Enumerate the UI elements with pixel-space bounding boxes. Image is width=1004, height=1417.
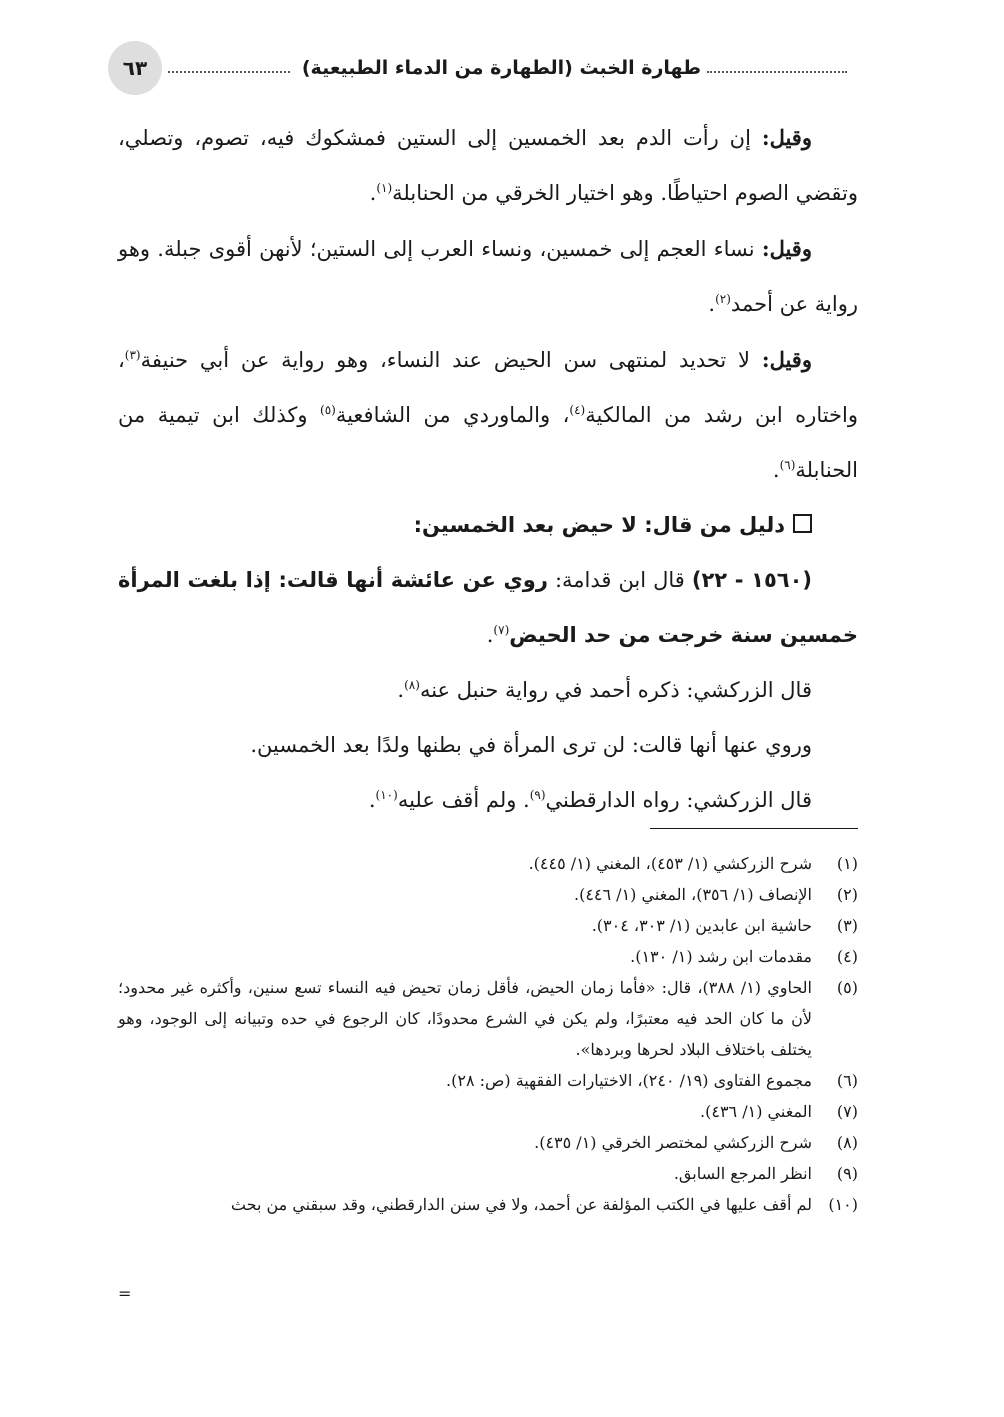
header-leader-dots — [707, 71, 847, 73]
lead-word: وقيل: — [761, 125, 812, 150]
footnote-text: شرح الزركشي (١/ ٤٥٣)، المغني (١/ ٤٤٥). — [528, 854, 812, 873]
footnote-text: شرح الزركشي لمختصر الخرقي (١/ ٤٣٥). — [534, 1133, 812, 1152]
footnote — [118, 1096, 858, 1127]
page-number: ٦٣ — [108, 41, 162, 95]
paragraph-text: نساء العجم إلى خمسين، ونساء العرب إلى الستين؛ لأنهن أقوى جبلة. وهو رواية عن أحمد — [118, 237, 858, 316]
footnote — [118, 879, 858, 910]
footnote-text: انظر المرجع السابق. — [673, 1164, 812, 1183]
footnote-number: (٨) — [836, 1133, 858, 1152]
main-text — [118, 110, 858, 828]
footnote-number: (٢) — [836, 885, 858, 904]
footnote-ref[interactable]: (٢) — [715, 292, 731, 306]
line-text: . — [397, 678, 405, 702]
line-text: . ولم أقف عليه — [397, 788, 530, 812]
paragraph — [118, 332, 858, 498]
section-heading-text: دليل من قال: لا حيض بعد الخمسين: — [413, 513, 785, 537]
paragraph-text: وكذلك ابن تيمية من الحنابلة — [118, 403, 858, 482]
footnote-text: لم أقف عليها في الكتب المؤلفة عن أحمد، ولا في سنن الدارقطني، وقد سبقني من بحث — [230, 1195, 812, 1214]
footnote-ref[interactable]: (٩) — [529, 788, 546, 802]
footnote — [118, 848, 858, 879]
text-line — [118, 663, 858, 718]
paragraph-text: لا تحديد لمنتهى سن الحيض عند النساء، وهو رواية عن أبي حنيفة — [140, 348, 762, 372]
evidence-intro: قال ابن قدامة: — [547, 568, 692, 592]
evidence-number: (١٥٦٠ - ٢٢) — [691, 568, 813, 592]
text-line — [118, 718, 858, 773]
running-header — [108, 40, 853, 96]
line-text: وروي عنها أنها قالت: لن ترى المرأة في بطنها ولدًا بعد الخمسين. — [250, 733, 812, 757]
paragraph-text: . — [708, 292, 716, 316]
line-text: قال الزركشي: رواه الدارقطني — [545, 788, 812, 812]
footnote — [118, 1158, 858, 1189]
paragraph — [118, 110, 858, 221]
line-text: . — [368, 788, 376, 812]
paragraph-text: . — [772, 458, 780, 482]
paragraph-text: . — [486, 623, 494, 647]
footnote-text: مجموع الفتاوى (١٩/ ٢٤٠)، الاختيارات الفقهية (ص: ٢٨). — [446, 1071, 812, 1090]
paragraph — [118, 221, 858, 332]
footnote-text: الإنصاف (١/ ٣٥٦)، المغني (١/ ٤٤٦). — [573, 885, 812, 904]
footnote — [118, 941, 858, 972]
lead-word: وقيل: — [761, 236, 812, 261]
footnote — [118, 1127, 858, 1158]
square-bullet-icon — [793, 514, 812, 533]
footnote — [118, 972, 858, 1065]
footnote-ref[interactable]: (٥) — [320, 403, 336, 417]
footnote-text: مقدمات ابن رشد (١/ ١٣٠). — [630, 947, 812, 966]
paragraph-text: . — [369, 181, 377, 205]
footnote — [118, 910, 858, 941]
footnote-ref[interactable]: (٧) — [493, 623, 510, 637]
header-leader-dots — [168, 71, 290, 73]
footnote-ref[interactable]: (٦) — [779, 458, 796, 472]
footnote-ref[interactable]: (٨) — [404, 678, 420, 692]
evidence-quote: روي عن عائشة أنها قالت: إذا بلغت المرأة خمسين سنة خرجت من حد الحيض — [118, 568, 858, 647]
footnote-number: (٦) — [836, 1071, 858, 1090]
footnote-number: (٣) — [836, 916, 858, 935]
footnote-text: حاشية ابن عابدين (١/ ٣٠٣، ٣٠٤). — [591, 916, 812, 935]
paragraph-text: ، والماوردي من الشافعية — [335, 403, 570, 427]
footnotes — [118, 848, 858, 1220]
header-title: طهارة الخبث (الطهارة من الدماء الطبيعية) — [301, 57, 701, 79]
section-heading — [118, 498, 858, 553]
footnote-text: الحاوي (١/ ٣٨٨)، قال: «فأما زمان الحيض، فأقل زمان تحيض فيه النساء تسع سنين، وأكثره غير محدود؛ لأن ما كان الحد فيه معتبرًا، ولم يكن في الشرع محدودًا، كان الرجوع في حده وتبيانه إلى الوجود، وهو يختلف باختلاف البلاد لحرها وبردها». — [118, 978, 813, 1059]
footnote-number: (٩) — [836, 1164, 858, 1183]
footnote-text: المغني (١/ ٤٣٦). — [700, 1102, 812, 1121]
footnote-number: (١٠) — [828, 1195, 858, 1214]
footnote-ref[interactable]: (٣) — [124, 348, 141, 362]
footnote-number: (٧) — [836, 1102, 858, 1121]
footnote-number: (٥) — [836, 978, 858, 997]
footnote — [118, 1065, 858, 1096]
footnote-number: (١) — [836, 854, 858, 873]
footnote-ref[interactable]: (١) — [376, 181, 393, 195]
paragraph-text: ، واختاره ابن رشد من المالكية — [118, 348, 859, 427]
footnote-ref[interactable]: (١٠) — [375, 788, 398, 802]
line-text: قال الزركشي: ذكره أحمد في رواية حنبل عنه — [419, 678, 812, 702]
lead-word: وقيل: — [761, 347, 812, 372]
footnote — [118, 1189, 858, 1220]
footnote-continuation-mark: = — [118, 1284, 132, 1303]
footnote-ref[interactable]: (٤) — [569, 403, 586, 417]
footnote-separator — [650, 828, 858, 829]
text-line — [118, 773, 858, 828]
footnote-number: (٤) — [836, 947, 858, 966]
paragraph-text: إن رأت الدم بعد الخمسين إلى الستين فمشكوك فيه، تصوم، وتصلي، وتقضي الصوم احتياطًا. وهو اختيار الخرقي من الحنابلة — [118, 126, 858, 205]
evidence-paragraph — [118, 553, 858, 663]
